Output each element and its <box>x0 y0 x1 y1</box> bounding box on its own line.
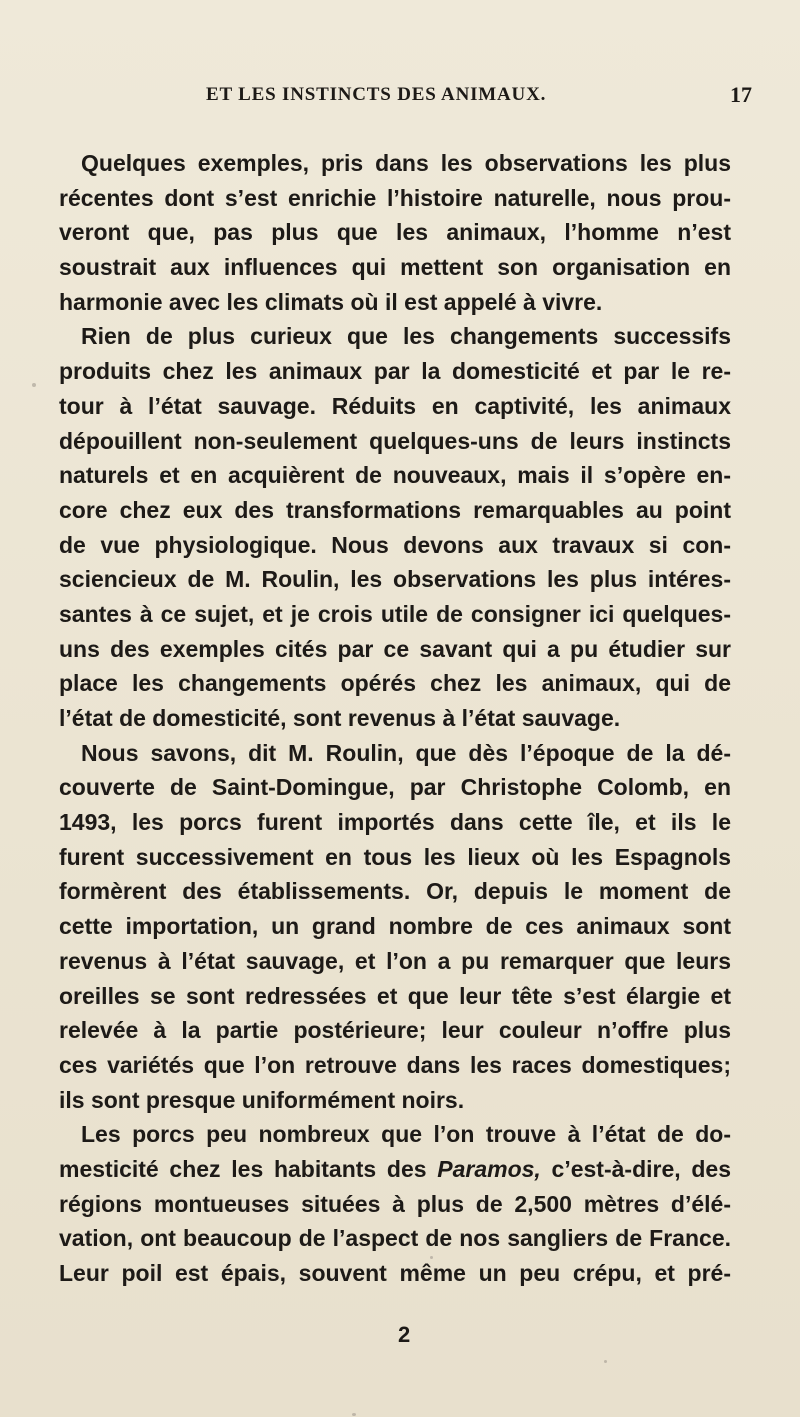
text-line: veront que, pas plus que les animaux, l’homme n’est <box>59 219 731 246</box>
text-line-with-italic <box>59 1152 731 1187</box>
text-line: furent successivement en tous les lieux où les Espagnols <box>59 843 731 870</box>
text-line: l’état de domesticité, sont revenus à l’état sauvage. <box>59 705 621 731</box>
text-line: place les changements opérés chez les animaux, qui de <box>59 670 731 697</box>
italic-term: Paramos, <box>437 1155 541 1182</box>
text-line: formèrent des établissements. Or, depuis le moment de <box>59 878 731 905</box>
text-line: ils sont presque uniformément noirs. <box>59 1086 465 1113</box>
text-line: oreilles se sont redressées et que leur tête s’est élargie et <box>59 982 731 1009</box>
paper-speck <box>604 1360 607 1363</box>
paper-speck <box>430 1256 433 1259</box>
text-line: Leur poil est épais, souvent même un peu crépu, et pré- <box>59 1260 731 1286</box>
text-line: de vue physiologique. Nous devons aux travaux si con- <box>59 531 731 558</box>
text-line: récentes dont s’est enrichie l’histoire naturelle, nous prou- <box>59 184 731 211</box>
running-title: ET LES INSTINCTS DES ANIMAUX. <box>206 84 547 105</box>
running-head <box>0 84 800 124</box>
text-line: régions montueuses situées à plus de 2,500 mètres d’élé- <box>59 1190 731 1217</box>
text-line: revenus à l’état sauvage, et l’on a pu remarquer que leurs <box>59 947 731 974</box>
text-line: 1493, les porcs furent importés dans cette île, et ils le <box>59 809 731 836</box>
text-line: Les porcs peu nombreux que l’on trouve à l’état de do- <box>81 1121 731 1148</box>
signature-mark: 2 <box>398 1322 411 1347</box>
paper-speck <box>352 1413 356 1416</box>
body-text <box>59 146 731 1291</box>
text-line: dépouillent non-seulement quelques-uns de leurs instincts <box>59 427 731 454</box>
text-line: ces variétés que l’on retrouve dans les races domestiques; <box>59 1051 731 1078</box>
text-line: Rien de plus curieux que les changements successifs <box>81 323 731 350</box>
text-line: Nous savons, dit M. Roulin, que dès l’époque de la dé- <box>81 739 731 766</box>
text-line: cette importation, un grand nombre de ces animaux sont <box>59 913 731 940</box>
text-line: core chez eux des transformations remarquables au point <box>59 496 731 523</box>
text-line: vation, ont beaucoup de l’aspect de nos sangliers de France. <box>59 1225 731 1252</box>
text-line: produits chez les animaux par la domesticité et par le re- <box>59 358 731 385</box>
text-line: sciencieux de M. Roulin, les observations les plus intéres- <box>59 566 731 593</box>
text-line: couverte de Saint-Domingue, par Christophe Colomb, en <box>59 774 731 801</box>
text-line: soustrait aux influences qui mettent son organisation en <box>59 254 731 281</box>
text-line: Quelques exemples, pris dans les observations les plus <box>81 150 731 176</box>
text-line: uns des exemples cités par ce savant qui a pu étudier sur <box>59 635 731 662</box>
text-fragment: c’est-à-dire, des <box>540 1155 731 1182</box>
text-line: relevée à la partie postérieure; leur couleur n’offre plus <box>59 1017 731 1044</box>
text-line: naturels et en acquièrent de nouveaux, mais il s’opère en- <box>59 462 731 489</box>
paper-speck <box>32 383 36 387</box>
text-line: harmonie avec les climats où il est appelé à vivre. <box>59 288 603 315</box>
text-line: santes à ce sujet, et je crois utile de consigner ici quelques- <box>59 600 731 627</box>
text-line: tour à l’état sauvage. Réduits en captivité, les animaux <box>59 392 731 419</box>
text-fragment: mesticité chez les habitants des <box>59 1155 427 1182</box>
page-number: 17 <box>730 82 752 107</box>
